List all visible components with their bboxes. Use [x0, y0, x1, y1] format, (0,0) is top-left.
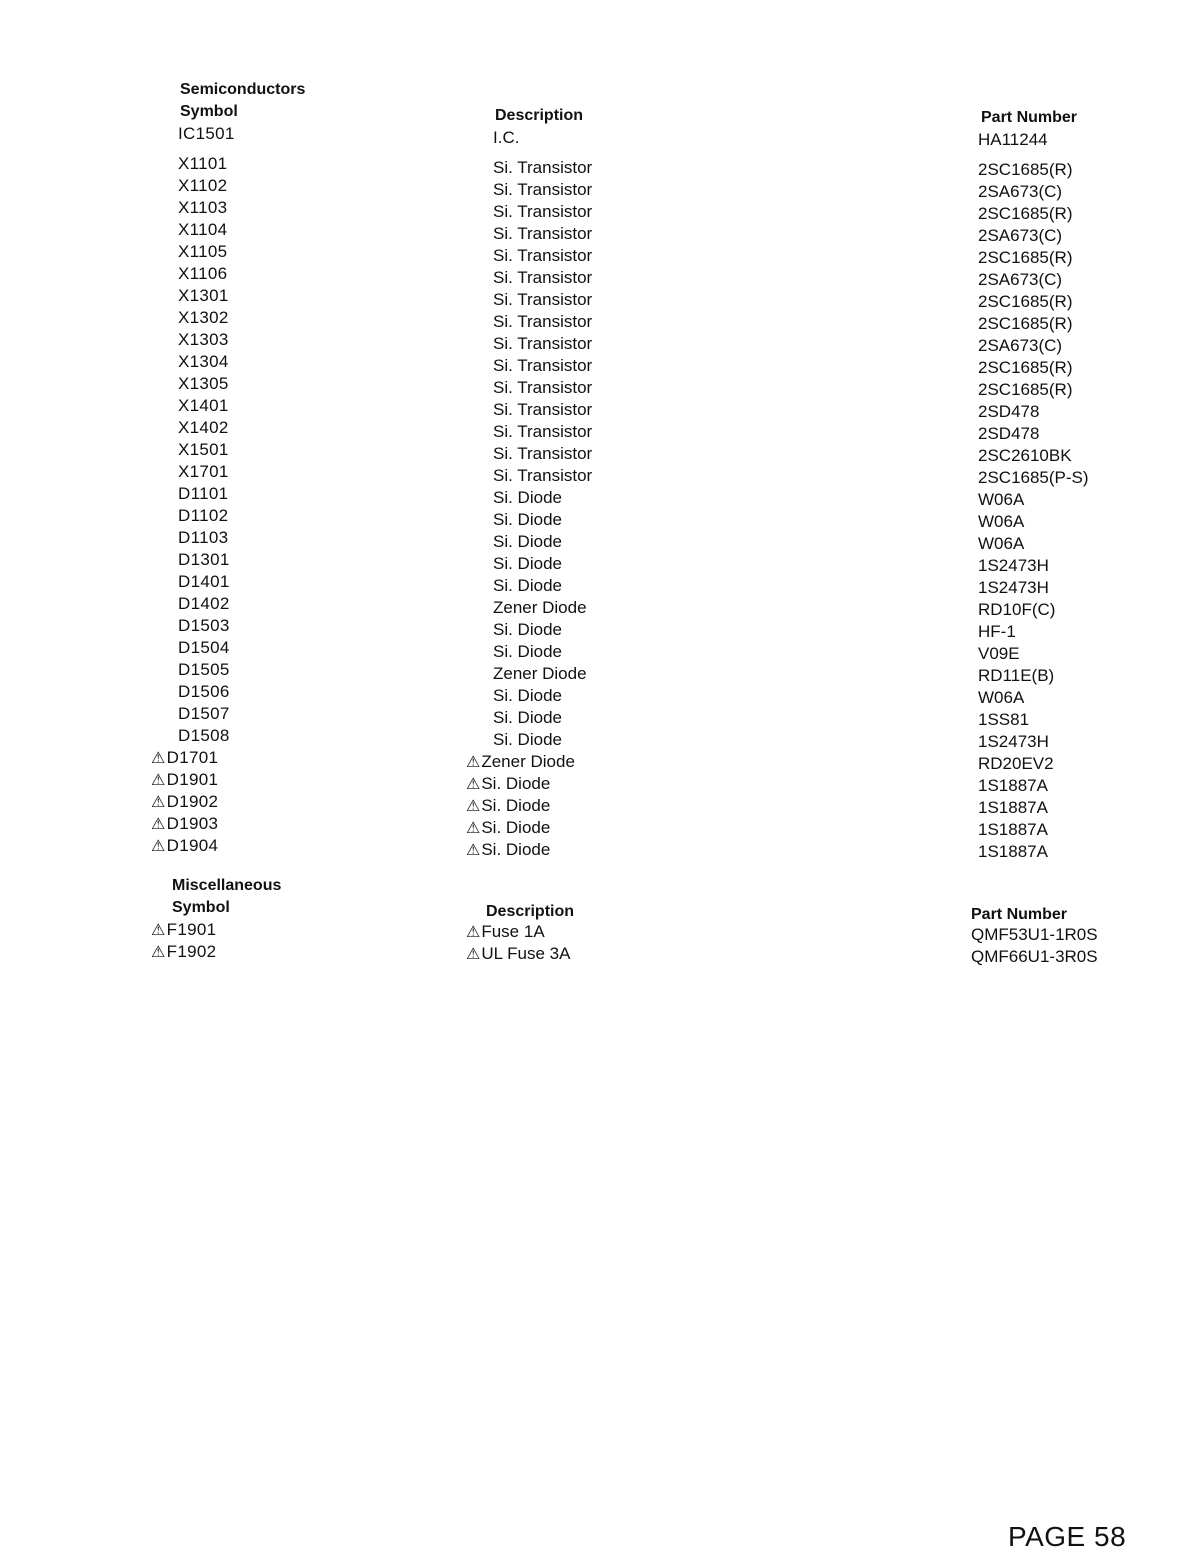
description-cell-text: Si. Diode	[493, 532, 562, 551]
symbol-cell-text: X1303	[178, 330, 229, 349]
part-number-cell: 1S1887A	[978, 842, 1048, 861]
symbol-cell	[178, 506, 228, 526]
part-number-cell: W06A	[978, 688, 1025, 707]
symbol-cell-text: D1901	[166, 770, 219, 789]
part-number-cell: 2SC1685(R)	[978, 314, 1073, 333]
warning-icon: ⚠	[151, 750, 166, 767]
description-cell-text: Si. Diode	[481, 818, 551, 837]
part-number-cell: QMF53U1-1R0S	[971, 925, 1098, 944]
description-cell	[493, 598, 587, 618]
description-cell	[466, 944, 570, 964]
symbol-cell	[151, 814, 218, 834]
symbol-cell-text: X1102	[178, 176, 228, 195]
symbol-cell	[151, 748, 218, 768]
symbol-cell-text: X1302	[178, 308, 229, 327]
symbol-cell	[178, 462, 229, 482]
table-row	[0, 836, 1179, 861]
symbol-cell-text: D1507	[178, 704, 230, 723]
symbol-cell	[178, 220, 227, 240]
symbol-cell	[178, 176, 227, 196]
table-row	[0, 616, 1179, 641]
description-cell	[493, 224, 592, 244]
symbol-cell	[151, 836, 218, 856]
table-row	[0, 264, 1179, 289]
semiconductors-title: Semiconductors	[180, 81, 306, 98]
symbol-cell-text: X1106	[178, 264, 228, 283]
part-number-cell: 2SC2610BK	[978, 446, 1072, 465]
symbol-cell-text: D1904	[166, 836, 219, 855]
part-number-cell: W06A	[978, 512, 1025, 531]
description-cell-text: Si. Transistor	[493, 466, 593, 485]
part-number-cell: 1S1887A	[978, 798, 1048, 817]
symbol-cell-text: X1305	[178, 374, 229, 393]
description-cell-text: Si. Transistor	[493, 422, 593, 441]
symbol-cell	[178, 550, 230, 570]
symbol-cell-text: X1304	[178, 352, 229, 371]
description-cell-text: I.C.	[493, 128, 520, 147]
part-number-cell: 2SC1685(R)	[978, 380, 1073, 399]
table-row	[0, 550, 1179, 575]
part-number-cell: 1SS81	[978, 710, 1030, 729]
symbol-cell-text: D1103	[178, 528, 229, 547]
symbol-cell-text: X1401	[178, 396, 229, 415]
description-cell-text: Si. Transistor	[493, 202, 593, 221]
part-number-cell: 2SC1685(P-S)	[978, 468, 1089, 487]
symbol-cell	[178, 594, 230, 614]
symbol-cell-text: X1105	[178, 242, 228, 261]
symbol-cell-text: X1501	[178, 440, 229, 459]
semiconductors-part-number-header: Part Number	[981, 109, 1078, 126]
description-cell-text: Si. Diode	[493, 488, 562, 507]
symbol-cell	[178, 660, 230, 680]
warning-icon: ⚠	[151, 816, 166, 833]
part-number-cell: 1S2473H	[978, 556, 1049, 575]
description-cell-text: Si. Diode	[493, 730, 562, 749]
part-number-cell: 1S2473H	[978, 578, 1049, 597]
table-row	[0, 660, 1179, 685]
miscellaneous-title: Miscellaneous	[172, 877, 282, 894]
table-row	[0, 154, 1179, 179]
symbol-cell-text: D1508	[178, 726, 230, 745]
description-cell-text: Zener Diode	[493, 598, 587, 617]
part-number-cell: 2SC1685(R)	[978, 204, 1073, 223]
part-number-cell: RD20EV2	[978, 754, 1054, 773]
symbol-cell-text: D1506	[178, 682, 230, 701]
symbol-cell	[178, 704, 230, 724]
description-cell	[493, 642, 562, 662]
table-row	[0, 198, 1179, 223]
description-cell	[493, 488, 562, 508]
symbol-cell-text: D1301	[178, 550, 230, 569]
description-cell	[466, 774, 550, 794]
part-number-cell: 2SC1685(R)	[978, 292, 1073, 311]
table-row	[0, 330, 1179, 355]
description-cell	[493, 400, 592, 420]
symbol-cell-text: X1701	[178, 462, 229, 481]
symbol-cell-text: D1701	[166, 748, 219, 767]
table-row	[0, 176, 1179, 201]
symbol-cell	[178, 726, 230, 746]
table-row	[0, 770, 1179, 795]
description-cell-text: Fuse 1A	[481, 922, 545, 941]
table-row	[0, 792, 1179, 817]
description-cell	[493, 356, 592, 376]
description-cell	[493, 180, 592, 200]
table-row	[0, 220, 1179, 245]
description-cell	[493, 312, 592, 332]
description-cell	[493, 268, 592, 288]
table-row	[0, 484, 1179, 509]
symbol-cell	[178, 242, 227, 262]
table-row	[0, 286, 1179, 311]
table-row	[0, 396, 1179, 421]
symbol-cell	[178, 616, 230, 636]
semiconductors-symbol-header: Symbol	[180, 103, 238, 120]
symbol-cell	[178, 374, 229, 394]
miscellaneous-symbol-header: Symbol	[172, 899, 230, 916]
symbol-cell	[178, 418, 229, 438]
symbol-cell	[178, 308, 229, 328]
part-number-cell: 1S1887A	[978, 776, 1048, 795]
part-number-cell: 2SD478	[978, 402, 1040, 421]
symbol-cell-text: D1503	[178, 616, 230, 635]
description-cell-text: Si. Diode	[481, 840, 551, 859]
description-cell-text: Si. Diode	[493, 554, 562, 573]
description-cell-text: Si. Transistor	[493, 378, 593, 397]
page-number: PAGE 58	[1008, 1521, 1127, 1552]
table-row	[0, 682, 1179, 707]
description-cell	[493, 158, 592, 178]
part-number-cell: 1S1887A	[978, 820, 1048, 839]
description-cell-text: Si. Transistor	[493, 180, 593, 199]
description-cell	[493, 334, 592, 354]
table-row	[0, 942, 1179, 964]
symbol-cell-text: X1301	[178, 286, 229, 305]
part-number-cell: HA11244	[978, 130, 1048, 149]
table-row	[0, 374, 1179, 399]
table-row	[0, 418, 1179, 443]
description-cell	[466, 796, 550, 816]
symbol-cell	[178, 682, 230, 702]
part-number-cell: 1S2473H	[978, 732, 1049, 751]
description-cell-text: Zener Diode	[493, 664, 587, 683]
description-cell	[493, 708, 562, 728]
description-cell	[493, 246, 592, 266]
description-cell-text: Si. Transistor	[493, 224, 593, 243]
description-cell-text: Si. Diode	[481, 774, 551, 793]
description-cell	[493, 444, 592, 464]
symbol-cell-text: D1101	[178, 484, 229, 503]
description-cell-text: Si. Diode	[493, 576, 562, 595]
symbol-cell	[178, 198, 227, 218]
part-number-cell: 2SD478	[978, 424, 1040, 443]
description-cell	[493, 466, 592, 486]
warning-icon: ⚠	[151, 922, 166, 939]
table-row	[0, 124, 1179, 149]
part-number-cell: W06A	[978, 534, 1025, 553]
description-cell-text: Si. Transistor	[493, 268, 593, 287]
description-cell	[493, 290, 592, 310]
table-row	[0, 572, 1179, 597]
description-cell	[466, 840, 550, 860]
semiconductors-description-header: Description	[495, 107, 584, 124]
table-row	[0, 748, 1179, 773]
part-number-cell: 2SC1685(R)	[978, 358, 1073, 377]
table-row	[0, 814, 1179, 839]
symbol-cell-text: D1903	[166, 814, 219, 833]
description-cell	[493, 664, 587, 684]
warning-icon: ⚠	[466, 924, 481, 941]
description-cell-text: Si. Diode	[481, 796, 551, 815]
symbol-cell	[178, 154, 227, 174]
symbol-cell	[178, 264, 227, 284]
description-cell-text: Zener Diode	[481, 752, 575, 771]
description-cell-text: Si. Transistor	[493, 290, 593, 309]
symbol-cell	[151, 770, 218, 790]
symbol-cell	[151, 792, 218, 812]
part-number-cell: 2SA673(C)	[978, 270, 1063, 289]
description-cell-text: Si. Transistor	[493, 444, 593, 463]
table-row	[0, 242, 1179, 267]
symbol-cell-text: D1402	[178, 594, 230, 613]
part-number-cell: RD10F(C)	[978, 600, 1056, 619]
table-row	[0, 308, 1179, 333]
description-cell	[493, 532, 562, 552]
symbol-cell	[178, 352, 229, 372]
symbol-cell-text: D1102	[178, 506, 229, 525]
symbol-cell	[178, 572, 230, 592]
symbol-cell-text: X1104	[178, 220, 228, 239]
description-cell	[493, 378, 592, 398]
miscellaneous-part-number-header: Part Number	[971, 906, 1068, 923]
part-number-cell: 2SA673(C)	[978, 336, 1063, 355]
description-cell	[493, 202, 592, 222]
warning-icon: ⚠	[466, 842, 481, 859]
description-cell	[493, 730, 562, 750]
table-row	[0, 440, 1179, 465]
symbol-cell	[151, 942, 216, 962]
table-row	[0, 726, 1179, 751]
description-cell	[493, 686, 562, 706]
description-cell-text: Si. Transistor	[493, 356, 593, 375]
warning-icon: ⚠	[466, 946, 481, 963]
symbol-cell	[178, 330, 229, 350]
symbol-cell	[178, 638, 230, 658]
table-row	[0, 462, 1179, 487]
table-row	[0, 528, 1179, 553]
symbol-cell	[178, 124, 235, 144]
symbol-cell-text: IC1501	[178, 124, 235, 143]
description-cell-text: Si. Diode	[493, 686, 562, 705]
description-cell	[493, 510, 562, 530]
warning-icon: ⚠	[151, 838, 166, 855]
description-cell	[466, 752, 575, 772]
description-cell-text: Si. Diode	[493, 510, 562, 529]
description-cell-text: Si. Transistor	[493, 246, 593, 265]
table-row	[0, 594, 1179, 619]
symbol-cell-text: F1901	[166, 920, 217, 939]
warning-icon: ⚠	[151, 944, 166, 961]
warning-icon: ⚠	[466, 798, 481, 815]
table-row	[0, 352, 1179, 377]
table-row	[0, 920, 1179, 942]
miscellaneous-description-header: Description	[486, 903, 575, 920]
description-cell-text: Si. Diode	[493, 708, 562, 727]
warning-icon: ⚠	[466, 754, 481, 771]
symbol-cell	[178, 286, 229, 306]
part-number-cell: 2SC1685(R)	[978, 248, 1073, 267]
table-row	[0, 638, 1179, 663]
symbol-cell-text: X1402	[178, 418, 229, 437]
symbol-cell-text: D1401	[178, 572, 230, 591]
part-number-cell: V09E	[978, 644, 1020, 663]
description-cell	[493, 576, 562, 596]
description-cell-text: UL Fuse 3A	[481, 944, 571, 963]
symbol-cell-text: D1504	[178, 638, 230, 657]
description-cell	[493, 422, 592, 442]
symbol-cell-text: X1103	[178, 198, 228, 217]
warning-icon: ⚠	[466, 820, 481, 837]
part-number-cell: W06A	[978, 490, 1025, 509]
symbol-cell	[178, 484, 228, 504]
description-cell	[466, 818, 550, 838]
part-number-cell: 2SA673(C)	[978, 182, 1063, 201]
description-cell-text: Si. Transistor	[493, 334, 593, 353]
symbol-cell	[151, 920, 216, 940]
description-cell-text: Si. Transistor	[493, 158, 593, 177]
description-cell	[493, 620, 562, 640]
symbol-cell-text: F1902	[166, 942, 217, 961]
description-cell-text: Si. Transistor	[493, 312, 593, 331]
symbol-cell-text: D1902	[166, 792, 219, 811]
symbol-cell-text: D1505	[178, 660, 230, 679]
symbol-cell	[178, 396, 229, 416]
description-cell-text: Si. Diode	[493, 642, 562, 661]
part-number-cell: RD11E(B)	[978, 666, 1055, 685]
part-number-cell: 2SA673(C)	[978, 226, 1063, 245]
part-number-cell: QMF66U1-3R0S	[971, 947, 1098, 966]
description-cell	[466, 922, 545, 942]
symbol-cell	[178, 528, 228, 548]
warning-icon: ⚠	[466, 776, 481, 793]
part-number-cell: 2SC1685(R)	[978, 160, 1073, 179]
part-number-cell: HF-1	[978, 622, 1016, 641]
description-cell	[493, 128, 519, 148]
warning-icon: ⚠	[151, 772, 166, 789]
table-row	[0, 506, 1179, 531]
description-cell-text: Si. Diode	[493, 620, 562, 639]
description-cell	[493, 554, 562, 574]
warning-icon: ⚠	[151, 794, 166, 811]
symbol-cell-text: X1101	[178, 154, 228, 173]
table-row	[0, 704, 1179, 729]
description-cell-text: Si. Transistor	[493, 400, 593, 419]
symbol-cell	[178, 440, 229, 460]
